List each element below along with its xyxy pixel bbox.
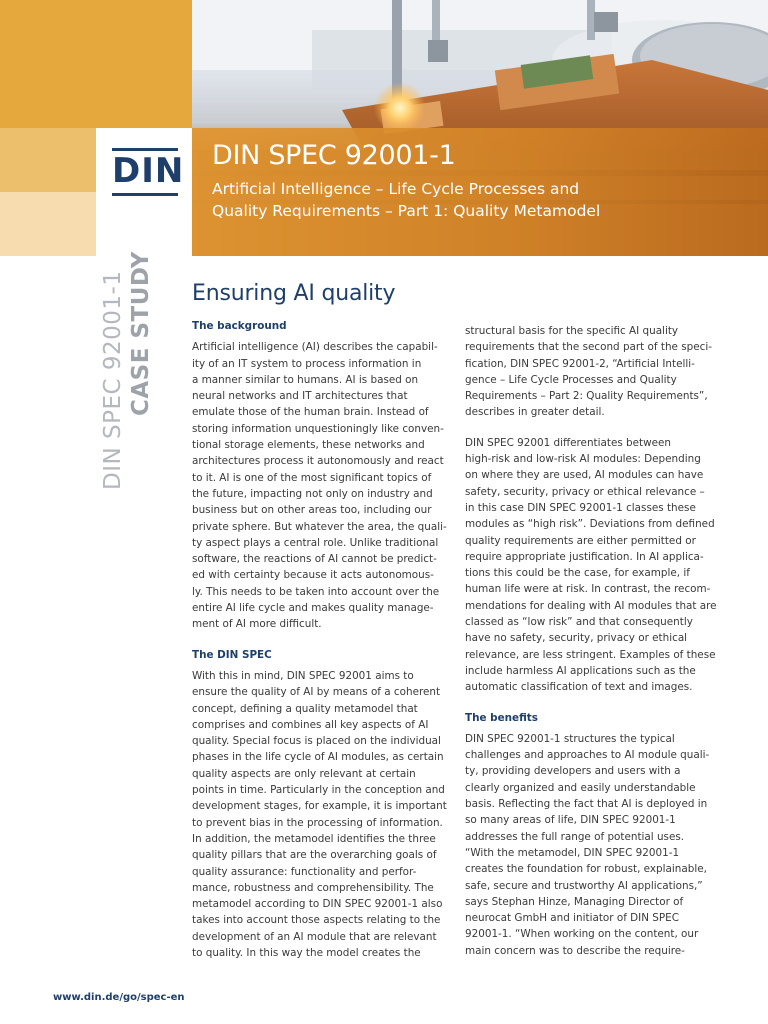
side-label	[100, 271, 126, 490]
footer-url-link[interactable]: www.din.de/go/spec-en	[53, 992, 185, 1003]
text-line: neurocat GmbH and initiator of DIN SPEC	[465, 912, 679, 925]
logo-bar	[112, 193, 178, 196]
text-line: neural networks and IT architectures that	[192, 390, 408, 403]
text-line: challenges and approaches to AI module quali-	[465, 749, 710, 762]
text-line: takes into account those aspects relating to the	[192, 914, 441, 927]
din-spec-heading: The DIN SPEC	[192, 648, 272, 661]
text-line: In addition, the metamodel identifies the three	[192, 832, 436, 845]
text-line: says Stephan Hinze, Managing Director of	[465, 895, 684, 908]
text-line: include harmless AI applications such as the	[465, 664, 696, 677]
text-line: gence – Life Cycle Processes and Quality	[465, 373, 677, 386]
text-line: DIN SPEC 92001 differentiates between	[465, 436, 671, 449]
benefits-paragraph	[465, 731, 727, 959]
text-line: classed as “low risk” and that consequently	[465, 616, 693, 629]
background-heading: The background	[192, 320, 287, 332]
side-label-case-study: CASE STUDY	[128, 251, 154, 416]
text-line: main concern was to describe the require-	[465, 944, 685, 957]
document-title: DIN SPEC 92001-1	[212, 140, 456, 171]
text-line: ty, providing developers and users with a	[465, 765, 681, 778]
text-line: software, the reactions of AI cannot be predict-	[192, 553, 437, 566]
text-line: structural basis for the specific AI quality	[465, 325, 679, 337]
right-column	[465, 323, 727, 959]
text-line: emulate those of the human brain. Instead of	[192, 406, 429, 419]
text-line: quality assurance: functionality and perfor-	[192, 865, 417, 878]
text-line: have no safety, security, privacy or ethical	[465, 632, 688, 645]
text-line: to it. AI is one of the most significant topics of	[192, 471, 432, 484]
text-line: tional storage elements, these networks and	[192, 439, 425, 452]
text-line: business but on other areas too, including our	[192, 504, 432, 517]
section-title: Ensuring AI quality	[192, 281, 396, 306]
text-line: ed with certainty because it acts autonomous-	[192, 569, 434, 582]
text-line: require appropriate justification. In AI applica-	[465, 550, 704, 563]
logo-text: DIN	[112, 151, 185, 191]
text-line: creates the foundation for robust, explainable,	[465, 863, 707, 876]
text-line: ty aspect plays a central role. Unlike traditional	[192, 536, 439, 549]
text-line: addresses the full range of potential uses.	[465, 830, 685, 843]
text-line: in this case DIN SPEC 92001-1 classes these	[465, 501, 696, 514]
text-line: Artificial intelligence (AI) describes the capabil-	[192, 341, 438, 354]
text-line: “With the metamodel, DIN SPEC 92001-1	[465, 846, 680, 859]
text-line: modules as “high risk”. Deviations from defined	[465, 518, 715, 531]
background-paragraph	[192, 339, 450, 632]
text-line: comprises and combines all key aspects of AI	[192, 718, 429, 731]
text-line: the future, impacting not only on industry and	[192, 487, 433, 500]
text-line: safe, secure and trustworthy AI applications,”	[465, 879, 703, 892]
text-line: tions this could be the case, for example, if	[465, 567, 690, 580]
header-accent-block	[0, 192, 96, 256]
side-label-spec: DIN SPEC 92001-1	[100, 270, 126, 490]
text-line: clearly organized and easily understandable	[465, 781, 696, 794]
text-line: human life were at risk. In contrast, the recom-	[465, 583, 711, 596]
text-line: development stages, for example, it is important	[192, 800, 447, 813]
text-line: With this in mind, DIN SPEC 92001 aims to	[192, 669, 414, 682]
text-line: relevance, are less stringent. Examples of these	[465, 648, 716, 661]
text-line: safety, security, privacy or ethical relevance –	[465, 485, 705, 498]
text-line: a manner similar to humans. AI is based on	[192, 373, 419, 386]
text-line: mendations for dealing with AI modules that are	[465, 599, 717, 612]
text-line: high-risk and low-risk AI modules: Depending	[465, 453, 701, 466]
text-line: ity of an IT system to process information in	[192, 357, 422, 370]
document-subtitle	[212, 178, 732, 222]
text-line: quality aspects are only relevant at certain	[192, 767, 416, 780]
text-line: Requirements – Part 2: Quality Requirements”,	[465, 390, 708, 403]
text-line: quality. Special focus is placed on the individual	[192, 735, 441, 748]
text-line: mance, robustness and comprehensibility. The	[192, 881, 434, 894]
text-line: to prevent bias in the processing of information.	[192, 816, 443, 829]
text-line: fication, DIN SPEC 92001-2, “Artificial Intelli-	[465, 357, 695, 370]
continuation-paragraph	[465, 323, 727, 421]
header-accent-block	[0, 0, 192, 128]
din-spec-paragraph	[192, 668, 450, 961]
text-line: storing information unquestioningly like conven-	[192, 422, 444, 435]
risk-paragraph	[465, 435, 727, 696]
text-line: phases in the life cycle of AI modules, as certain	[192, 751, 444, 764]
subtitle-line: Artificial Intelligence – Life Cycle Processes and	[212, 180, 580, 198]
text-line: points in time. Particularly in the conception and	[192, 784, 445, 797]
text-line: development of an AI module that are relevant	[192, 930, 437, 943]
text-line: requirements that the second part of the speci-	[465, 341, 712, 354]
text-line: quality requirements are either permitted or	[465, 534, 696, 547]
text-line: concept, defining a quality metamodel that	[192, 702, 418, 715]
left-column	[192, 318, 450, 961]
text-line: ly. This needs to be taken into account over the	[192, 585, 440, 598]
subtitle-line: Quality Requirements – Part 1: Quality Metamodel	[212, 202, 601, 220]
text-line: ensure the quality of AI by means of a coherent	[192, 686, 441, 699]
text-line: entire AI life cycle and makes quality manage-	[192, 602, 434, 615]
text-line: 92001-1. “When working on the content, our	[465, 928, 699, 941]
text-line: on where they are used, AI modules can have	[465, 469, 704, 482]
text-line: quality pillars that are the overarching goals of	[192, 849, 437, 862]
text-line: describes in greater detail.	[465, 406, 605, 419]
text-line: DIN SPEC 92001-1 structures the typical	[465, 732, 675, 745]
text-line: to quality. In this way the model creates the	[192, 946, 421, 959]
din-logo	[112, 148, 185, 196]
text-line: basis. Reflecting the fact that AI is deployed in	[465, 798, 708, 811]
text-line: private sphere. But whatever the area, the quali-	[192, 520, 447, 533]
text-line: automatic classification of text and images.	[465, 681, 693, 694]
side-label-case-study-wrap	[128, 251, 154, 416]
text-line: metamodel according to DIN SPEC 92001-1 also	[192, 898, 443, 911]
text-line: so many areas of life, DIN SPEC 92001-1	[465, 814, 676, 827]
benefits-heading: The benefits	[465, 711, 538, 724]
header-accent-block	[0, 128, 96, 192]
text-line: architectures process it autonomously and react	[192, 455, 444, 468]
text-line: ment of AI more difficult.	[192, 618, 322, 631]
